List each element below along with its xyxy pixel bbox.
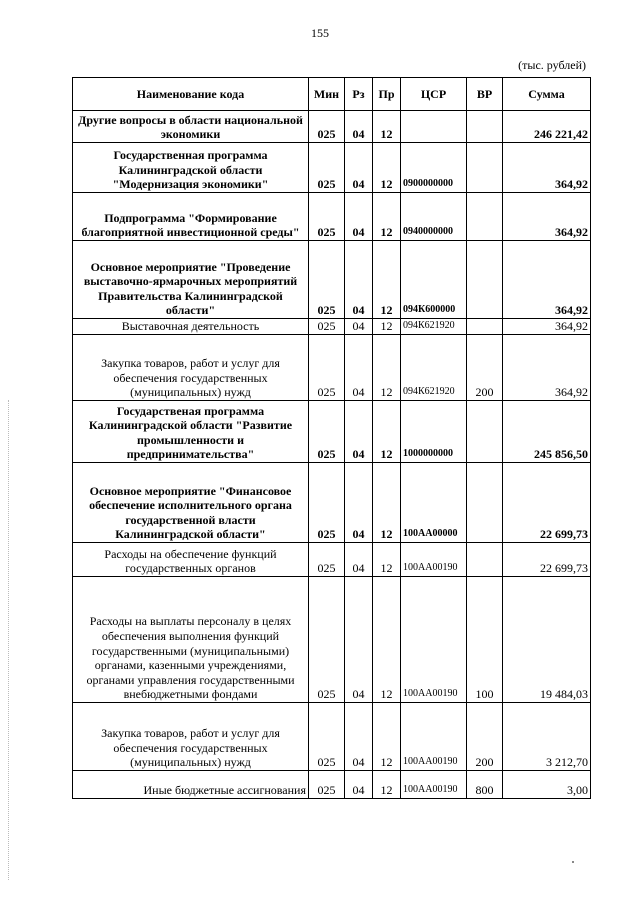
- row-min: 025: [309, 319, 345, 335]
- table-row: [73, 771, 591, 799]
- row-name: Закупка товаров, работ и услуг для обеспечения государственных (муниципальных) нужд: [73, 335, 309, 401]
- row-sum: 364,92: [503, 335, 591, 401]
- units-label: (тыс. рублей): [518, 58, 586, 72]
- row-pr: 12: [373, 143, 401, 193]
- row-vr: 200: [467, 703, 503, 771]
- table-row: [73, 111, 591, 143]
- row-pr: 12: [373, 401, 401, 463]
- table-row: [73, 143, 591, 193]
- row-min: 025: [309, 463, 345, 543]
- row-name: Подпрограмма "Формирование благоприятной инвестиционной среды": [73, 193, 309, 241]
- row-vr: 200: [467, 335, 503, 401]
- row-vr: [467, 401, 503, 463]
- row-vr: [467, 143, 503, 193]
- row-min: 025: [309, 543, 345, 577]
- header-min: Мин: [309, 78, 345, 111]
- row-name: Расходы на обеспечение функций государственных органов: [73, 543, 309, 577]
- table-row: [73, 703, 591, 771]
- table-header-row: [73, 78, 591, 111]
- row-csr: [401, 111, 467, 143]
- row-pr: 12: [373, 577, 401, 703]
- row-rz: 04: [345, 463, 373, 543]
- row-name: Основное мероприятие "Финансовое обеспечение исполнительного органа государственной власти Калининградской области": [73, 463, 309, 543]
- row-vr: [467, 193, 503, 241]
- row-sum: 364,92: [503, 193, 591, 241]
- row-min: 025: [309, 771, 345, 799]
- row-vr: [467, 111, 503, 143]
- row-pr: 12: [373, 543, 401, 577]
- row-rz: 04: [345, 771, 373, 799]
- page-number: 155: [311, 26, 329, 40]
- scan-margin-dots: [8, 400, 11, 880]
- row-csr: 100АА00190: [401, 703, 467, 771]
- row-csr: 100АА00190: [401, 543, 467, 577]
- row-pr: 12: [373, 241, 401, 319]
- row-rz: 04: [345, 241, 373, 319]
- row-pr: 12: [373, 335, 401, 401]
- row-rz: 04: [345, 193, 373, 241]
- table-row: [73, 401, 591, 463]
- row-csr: 0940000000: [401, 193, 467, 241]
- row-pr: 12: [373, 463, 401, 543]
- row-name: Выставочная деятельность: [73, 319, 309, 335]
- row-min: 025: [309, 143, 345, 193]
- row-sum: 246 221,42: [503, 111, 591, 143]
- table-row: [73, 463, 591, 543]
- row-rz: 04: [345, 335, 373, 401]
- row-name: Иные бюджетные ассигнования: [73, 771, 309, 799]
- row-sum: 245 856,50: [503, 401, 591, 463]
- row-sum: 3,00: [503, 771, 591, 799]
- row-csr: 100АА00190: [401, 577, 467, 703]
- row-pr: 12: [373, 111, 401, 143]
- table-row: [73, 241, 591, 319]
- scan-dot: [572, 861, 574, 863]
- row-min: 025: [309, 193, 345, 241]
- row-vr: [467, 319, 503, 335]
- row-pr: 12: [373, 771, 401, 799]
- row-name: Основное мероприятие "Проведение выставочно-ярмарочных мероприятий Правительства Калининградской области": [73, 241, 309, 319]
- row-csr: 0900000000: [401, 143, 467, 193]
- row-name: Государственная программа Калининградской области "Модернизация экономики": [73, 143, 309, 193]
- row-csr: 100АА00000: [401, 463, 467, 543]
- row-csr: 094К600000: [401, 241, 467, 319]
- header-name: Наименование кода: [73, 78, 309, 111]
- row-csr: 100АА00190: [401, 771, 467, 799]
- row-rz: 04: [345, 703, 373, 771]
- row-rz: 04: [345, 111, 373, 143]
- row-min: 025: [309, 577, 345, 703]
- header-rz: Рз: [345, 78, 373, 111]
- row-vr: [467, 463, 503, 543]
- row-csr: 094К621920: [401, 319, 467, 335]
- row-min: 025: [309, 111, 345, 143]
- budget-table: [72, 77, 591, 799]
- row-sum: 364,92: [503, 319, 591, 335]
- row-rz: 04: [345, 143, 373, 193]
- row-rz: 04: [345, 401, 373, 463]
- row-name: Другие вопросы в области национальной экономики: [73, 111, 309, 143]
- row-name: Закупка товаров, работ и услуг для обеспечения государственных (муниципальных) нужд: [73, 703, 309, 771]
- header-sum: Сумма: [503, 78, 591, 111]
- row-vr: 800: [467, 771, 503, 799]
- row-csr: 1000000000: [401, 401, 467, 463]
- table-row: [73, 193, 591, 241]
- row-pr: 12: [373, 703, 401, 771]
- row-sum: 364,92: [503, 241, 591, 319]
- table-row: [73, 319, 591, 335]
- row-name: Государственая программа Калининградской области "Развитие промышленности и предпринимательства": [73, 401, 309, 463]
- row-sum: 3 212,70: [503, 703, 591, 771]
- table-row: [73, 577, 591, 703]
- row-sum: 19 484,03: [503, 577, 591, 703]
- table-row: [73, 335, 591, 401]
- row-pr: 12: [373, 193, 401, 241]
- row-vr: 100: [467, 577, 503, 703]
- row-vr: [467, 543, 503, 577]
- row-min: 025: [309, 335, 345, 401]
- header-pr: Пр: [373, 78, 401, 111]
- header-vr: ВР: [467, 78, 503, 111]
- header-csr: ЦСР: [401, 78, 467, 111]
- row-sum: 364,92: [503, 143, 591, 193]
- row-rz: 04: [345, 319, 373, 335]
- row-min: 025: [309, 401, 345, 463]
- row-min: 025: [309, 241, 345, 319]
- row-name: Расходы на выплаты персоналу в целях обеспечения выполнения функций государственными (муниципальными) органами, казенными учреждениями, органами управления государственными внебюджетными фондами: [73, 577, 309, 703]
- row-min: 025: [309, 703, 345, 771]
- row-csr: 094К621920: [401, 335, 467, 401]
- row-rz: 04: [345, 577, 373, 703]
- row-vr: [467, 241, 503, 319]
- table-row: [73, 543, 591, 577]
- row-pr: 12: [373, 319, 401, 335]
- row-rz: 04: [345, 543, 373, 577]
- row-sum: 22 699,73: [503, 463, 591, 543]
- row-sum: 22 699,73: [503, 543, 591, 577]
